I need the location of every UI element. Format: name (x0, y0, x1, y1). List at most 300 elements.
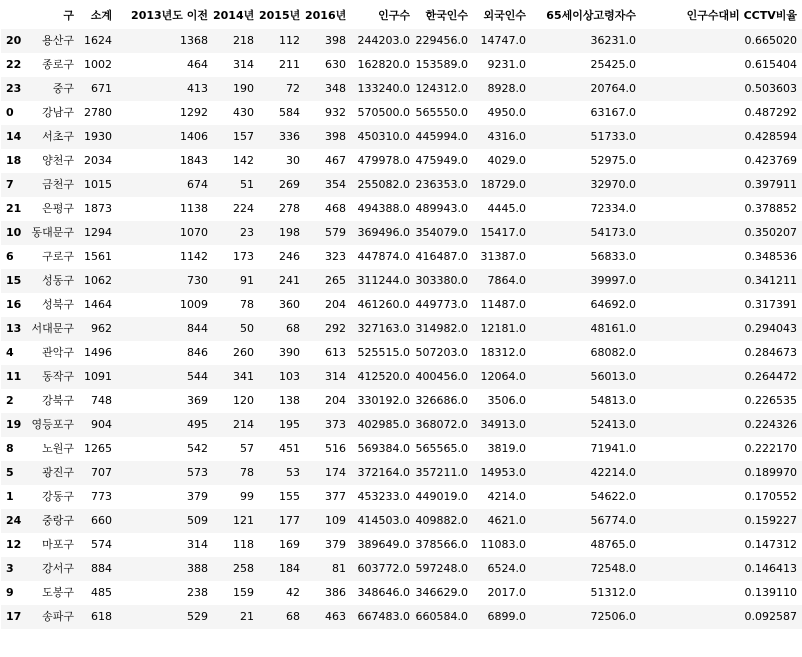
cell-foreign: 4316.0 (487, 130, 526, 143)
cell-district: 관악구 (42, 346, 74, 359)
table-body (1, 29, 802, 629)
cell-korean: 489943.0 (415, 202, 468, 215)
row-index-cell: 3 (6, 562, 14, 575)
cell-korean: 507203.0 (415, 346, 468, 359)
cell-subtotal: 962 (91, 322, 112, 335)
cell-district: 송파구 (42, 610, 74, 623)
cell-population: 133240.0 (357, 82, 410, 95)
cell-y2016: 579 (325, 226, 346, 239)
cell-korean: 236353.0 (415, 178, 468, 191)
cell-elderly: 52975.0 (590, 154, 636, 167)
cell-y2016: 377 (325, 490, 346, 503)
cell-y2014: 190 (233, 82, 254, 95)
column-header-cctv-ratio: 인구수대비 CCTV비율 (686, 9, 797, 22)
cell-y2014: 224 (233, 202, 254, 215)
table-row (1, 509, 802, 533)
cell-foreign: 14953.0 (480, 466, 526, 479)
cell-cctv-ratio: 0.226535 (744, 394, 797, 407)
cell-cctv-ratio: 0.348536 (744, 250, 797, 263)
cell-korean: 153589.0 (415, 58, 468, 71)
cell-cctv-ratio: 0.147312 (744, 538, 797, 551)
cell-y2016: 373 (325, 418, 346, 431)
cell-subtotal: 671 (91, 82, 112, 95)
row-index-cell: 11 (6, 370, 22, 383)
table-row (1, 461, 802, 485)
table-row (1, 533, 802, 557)
cell-foreign: 12064.0 (480, 370, 526, 383)
cell-y2014: 258 (233, 562, 254, 575)
cell-y2016: 613 (325, 346, 346, 359)
table-row (1, 245, 802, 269)
table-row (1, 293, 802, 317)
cell-y2014: 121 (233, 514, 254, 527)
cell-korean: 354079.0 (415, 226, 468, 239)
cell-y2015: 112 (279, 34, 300, 47)
cell-elderly: 72548.0 (590, 562, 636, 575)
cell-y2015: 360 (279, 298, 300, 311)
table-row (1, 341, 802, 365)
cell-subtotal: 904 (91, 418, 112, 431)
cell-elderly: 72334.0 (590, 202, 636, 215)
cell-elderly: 42214.0 (590, 466, 636, 479)
cell-foreign: 4950.0 (487, 106, 526, 119)
cell-before-2013: 1368 (180, 34, 208, 47)
cell-before-2013: 1292 (180, 106, 208, 119)
cell-district: 성북구 (42, 298, 74, 311)
cell-population: 525515.0 (357, 346, 410, 359)
cell-subtotal: 1930 (84, 130, 112, 143)
cell-cctv-ratio: 0.170552 (744, 490, 797, 503)
cell-district: 중랑구 (42, 514, 74, 527)
cell-y2015: 68 (286, 610, 300, 623)
cell-district: 동대문구 (31, 226, 74, 239)
cell-subtotal: 660 (91, 514, 112, 527)
cell-foreign: 6524.0 (487, 562, 526, 575)
cell-y2014: 118 (233, 538, 254, 551)
cell-subtotal: 707 (91, 466, 112, 479)
cell-foreign: 4445.0 (487, 202, 526, 215)
cell-korean: 357211.0 (415, 466, 468, 479)
cell-foreign: 18312.0 (480, 346, 526, 359)
cell-korean: 660584.0 (415, 610, 468, 623)
cell-y2016: 81 (332, 562, 346, 575)
cell-subtotal: 485 (91, 586, 112, 599)
cell-subtotal: 1873 (84, 202, 112, 215)
cell-y2014: 173 (233, 250, 254, 263)
cell-population: 244203.0 (357, 34, 410, 47)
cell-district: 강서구 (42, 562, 74, 575)
cell-elderly: 32970.0 (590, 178, 636, 191)
cell-y2016: 379 (325, 538, 346, 551)
cell-cctv-ratio: 0.294043 (744, 322, 797, 335)
cell-elderly: 54813.0 (590, 394, 636, 407)
cell-subtotal: 1496 (84, 346, 112, 359)
cell-foreign: 31387.0 (480, 250, 526, 263)
cell-y2016: 398 (325, 34, 346, 47)
cell-district: 마포구 (42, 538, 74, 551)
cell-korean: 124312.0 (415, 82, 468, 95)
cell-before-2013: 369 (187, 394, 208, 407)
row-index-cell: 14 (6, 130, 22, 143)
cell-elderly: 51312.0 (590, 586, 636, 599)
row-index-cell: 6 (6, 250, 14, 263)
cell-korean: 416487.0 (415, 250, 468, 263)
cell-before-2013: 529 (187, 610, 208, 623)
header-row (1, 2, 802, 29)
cell-foreign: 3506.0 (487, 394, 526, 407)
cell-cctv-ratio: 0.487292 (744, 106, 797, 119)
column-header-district: 구 (63, 9, 74, 22)
cell-district: 강동구 (42, 490, 74, 503)
cell-district: 종로구 (42, 58, 74, 71)
cell-before-2013: 1406 (180, 130, 208, 143)
cell-elderly: 56833.0 (590, 250, 636, 263)
cell-y2015: 451 (279, 442, 300, 455)
cell-cctv-ratio: 0.350207 (744, 226, 797, 239)
cell-y2014: 78 (240, 298, 254, 311)
cell-foreign: 15417.0 (480, 226, 526, 239)
column-header-2015: 2015년 (259, 9, 301, 22)
cell-subtotal: 1294 (84, 226, 112, 239)
cell-population: 479978.0 (357, 154, 410, 167)
cell-before-2013: 509 (187, 514, 208, 527)
cell-y2014: 214 (233, 418, 254, 431)
cell-population: 402985.0 (357, 418, 410, 431)
cell-district: 서초구 (42, 130, 74, 143)
cell-y2015: 169 (279, 538, 300, 551)
cell-subtotal: 2780 (84, 106, 112, 119)
row-index-cell: 4 (6, 346, 14, 359)
row-index-cell: 8 (6, 442, 14, 455)
cell-y2014: 57 (240, 442, 254, 455)
table-row (1, 317, 802, 341)
cell-korean: 378566.0 (415, 538, 468, 551)
cell-foreign: 2017.0 (487, 586, 526, 599)
cell-district: 광진구 (42, 466, 74, 479)
cell-before-2013: 388 (187, 562, 208, 575)
table-row (1, 125, 802, 149)
cell-elderly: 71941.0 (590, 442, 636, 455)
cell-cctv-ratio: 0.224326 (744, 418, 797, 431)
cell-y2015: 103 (279, 370, 300, 383)
cell-before-2013: 314 (187, 538, 208, 551)
cell-before-2013: 730 (187, 274, 208, 287)
cell-elderly: 36231.0 (590, 34, 636, 47)
row-index-cell: 22 (6, 58, 22, 71)
cell-korean: 229456.0 (415, 34, 468, 47)
cell-y2016: 463 (325, 610, 346, 623)
row-index-cell: 23 (6, 82, 22, 95)
cell-korean: 565565.0 (415, 442, 468, 455)
cell-cctv-ratio: 0.284673 (744, 346, 797, 359)
cell-cctv-ratio: 0.189970 (744, 466, 797, 479)
table-row (1, 221, 802, 245)
cell-subtotal: 1015 (84, 178, 112, 191)
column-header-foreign: 외국인수 (483, 9, 526, 22)
cell-population: 348646.0 (357, 586, 410, 599)
table-row (1, 29, 802, 53)
cell-cctv-ratio: 0.264472 (744, 370, 797, 383)
cell-y2014: 430 (233, 106, 254, 119)
cell-before-2013: 413 (187, 82, 208, 95)
cell-y2016: 932 (325, 106, 346, 119)
cell-korean: 475949.0 (415, 154, 468, 167)
cell-y2016: 386 (325, 586, 346, 599)
row-index-cell: 15 (6, 274, 22, 287)
cell-y2015: 195 (279, 418, 300, 431)
table-row (1, 413, 802, 437)
cell-korean: 314982.0 (415, 322, 468, 335)
row-index-cell: 21 (6, 202, 22, 215)
cell-before-2013: 1009 (180, 298, 208, 311)
cell-before-2013: 495 (187, 418, 208, 431)
dataframe-table (1, 2, 802, 629)
cell-y2015: 30 (286, 154, 300, 167)
row-index-cell: 0 (6, 106, 14, 119)
cell-y2015: 278 (279, 202, 300, 215)
cell-y2016: 398 (325, 130, 346, 143)
cell-district: 중구 (52, 82, 74, 95)
table-row (1, 365, 802, 389)
cell-subtotal: 1062 (84, 274, 112, 287)
cell-elderly: 54622.0 (590, 490, 636, 503)
column-header-2016: 2016년 (305, 9, 347, 22)
cell-district: 강남구 (42, 106, 74, 119)
cell-korean: 368072.0 (415, 418, 468, 431)
cell-y2014: 91 (240, 274, 254, 287)
row-index-cell: 1 (6, 490, 14, 503)
cell-y2016: 109 (325, 514, 346, 527)
cell-elderly: 56774.0 (590, 514, 636, 527)
cell-subtotal: 1265 (84, 442, 112, 455)
cell-cctv-ratio: 0.159227 (744, 514, 797, 527)
table-row (1, 557, 802, 581)
cell-y2016: 323 (325, 250, 346, 263)
cell-y2015: 336 (279, 130, 300, 143)
cell-cctv-ratio: 0.423769 (744, 154, 797, 167)
cell-subtotal: 748 (91, 394, 112, 407)
cell-before-2013: 844 (187, 322, 208, 335)
cell-y2016: 204 (325, 298, 346, 311)
cell-korean: 400456.0 (415, 370, 468, 383)
cell-population: 453233.0 (357, 490, 410, 503)
column-header-korean: 한국인수 (425, 9, 468, 22)
table-row (1, 605, 802, 629)
cell-subtotal: 1091 (84, 370, 112, 383)
cell-y2015: 269 (279, 178, 300, 191)
cell-cctv-ratio: 0.378852 (744, 202, 797, 215)
table-row (1, 485, 802, 509)
cell-subtotal: 2034 (84, 154, 112, 167)
cell-subtotal: 574 (91, 538, 112, 551)
cell-district: 금천구 (42, 178, 74, 191)
cell-before-2013: 846 (187, 346, 208, 359)
cell-y2014: 50 (240, 322, 254, 335)
cell-district: 양천구 (42, 154, 74, 167)
cell-subtotal: 884 (91, 562, 112, 575)
cell-elderly: 20764.0 (590, 82, 636, 95)
cell-district: 강북구 (42, 394, 74, 407)
cell-district: 동작구 (42, 370, 74, 383)
cell-korean: 449773.0 (415, 298, 468, 311)
table-row (1, 389, 802, 413)
cell-korean: 326686.0 (415, 394, 468, 407)
cell-subtotal: 1464 (84, 298, 112, 311)
cell-korean: 449019.0 (415, 490, 468, 503)
table-row (1, 581, 802, 605)
cell-y2016: 314 (325, 370, 346, 383)
table-row (1, 173, 802, 197)
row-index-cell: 9 (6, 586, 14, 599)
cell-cctv-ratio: 0.397911 (744, 178, 797, 191)
cell-foreign: 9231.0 (487, 58, 526, 71)
cell-cctv-ratio: 0.503603 (744, 82, 797, 95)
cell-subtotal: 1561 (84, 250, 112, 263)
cell-y2015: 155 (279, 490, 300, 503)
cell-cctv-ratio: 0.146413 (744, 562, 797, 575)
cell-before-2013: 1142 (180, 250, 208, 263)
cell-y2016: 348 (325, 82, 346, 95)
row-index-cell: 7 (6, 178, 14, 191)
cell-before-2013: 379 (187, 490, 208, 503)
index-header (1, 2, 29, 29)
table-row (1, 437, 802, 461)
cell-district: 노원구 (42, 442, 74, 455)
cell-foreign: 11083.0 (480, 538, 526, 551)
cell-elderly: 51733.0 (590, 130, 636, 143)
cell-before-2013: 238 (187, 586, 208, 599)
cell-y2014: 21 (240, 610, 254, 623)
cell-elderly: 68082.0 (590, 346, 636, 359)
cell-foreign: 14747.0 (480, 34, 526, 47)
cell-y2015: 390 (279, 346, 300, 359)
cell-y2014: 142 (233, 154, 254, 167)
cell-population: 447874.0 (357, 250, 410, 263)
cell-population: 412520.0 (357, 370, 410, 383)
cell-y2014: 260 (233, 346, 254, 359)
table-row (1, 269, 802, 293)
column-header-population: 인구수 (378, 9, 410, 22)
cell-district: 영등포구 (31, 418, 74, 431)
cell-population: 570500.0 (357, 106, 410, 119)
column-header-2014: 2014년 (213, 9, 255, 22)
cell-foreign: 4029.0 (487, 154, 526, 167)
cell-elderly: 48765.0 (590, 538, 636, 551)
cell-elderly: 63167.0 (590, 106, 636, 119)
cell-before-2013: 573 (187, 466, 208, 479)
cell-y2015: 138 (279, 394, 300, 407)
cell-y2015: 53 (286, 466, 300, 479)
cell-elderly: 54173.0 (590, 226, 636, 239)
cell-y2014: 157 (233, 130, 254, 143)
table-row (1, 77, 802, 101)
cell-y2015: 584 (279, 106, 300, 119)
cell-y2016: 467 (325, 154, 346, 167)
cell-y2016: 174 (325, 466, 346, 479)
cell-foreign: 4214.0 (487, 490, 526, 503)
cell-population: 603772.0 (357, 562, 410, 575)
cell-y2015: 42 (286, 586, 300, 599)
cell-cctv-ratio: 0.092587 (744, 610, 797, 623)
cell-y2014: 78 (240, 466, 254, 479)
column-header-elderly: 65세이상고령자수 (546, 9, 636, 22)
cell-y2016: 265 (325, 274, 346, 287)
cell-population: 461260.0 (357, 298, 410, 311)
cell-cctv-ratio: 0.428594 (744, 130, 797, 143)
cell-elderly: 56013.0 (590, 370, 636, 383)
cell-y2016: 354 (325, 178, 346, 191)
cell-y2015: 177 (279, 514, 300, 527)
table-row (1, 197, 802, 221)
cell-foreign: 12181.0 (480, 322, 526, 335)
cell-foreign: 4621.0 (487, 514, 526, 527)
cell-before-2013: 674 (187, 178, 208, 191)
cell-population: 330192.0 (357, 394, 410, 407)
cell-foreign: 34913.0 (480, 418, 526, 431)
cell-y2016: 292 (325, 322, 346, 335)
cell-before-2013: 464 (187, 58, 208, 71)
cell-y2015: 246 (279, 250, 300, 263)
cell-elderly: 48161.0 (590, 322, 636, 335)
cell-district: 구로구 (42, 250, 74, 263)
cell-foreign: 11487.0 (480, 298, 526, 311)
cell-foreign: 3819.0 (487, 442, 526, 455)
row-index-cell: 16 (6, 298, 22, 311)
cell-district: 서대문구 (31, 322, 74, 335)
cell-y2016: 630 (325, 58, 346, 71)
cell-subtotal: 1624 (84, 34, 112, 47)
cell-before-2013: 1138 (180, 202, 208, 215)
cell-population: 389649.0 (357, 538, 410, 551)
cell-korean: 597248.0 (415, 562, 468, 575)
cell-population: 569384.0 (357, 442, 410, 455)
row-index-cell: 18 (6, 154, 22, 167)
cell-district: 성동구 (42, 274, 74, 287)
cell-subtotal: 773 (91, 490, 112, 503)
cell-y2015: 184 (279, 562, 300, 575)
table-row (1, 149, 802, 173)
row-index-cell: 17 (6, 610, 22, 623)
cell-cctv-ratio: 0.615404 (744, 58, 797, 71)
cell-y2014: 341 (233, 370, 254, 383)
cell-population: 327163.0 (357, 322, 410, 335)
cell-foreign: 18729.0 (480, 178, 526, 191)
cell-y2014: 120 (233, 394, 254, 407)
cell-population: 311244.0 (357, 274, 410, 287)
cell-subtotal: 618 (91, 610, 112, 623)
cell-before-2013: 542 (187, 442, 208, 455)
cell-before-2013: 1843 (180, 154, 208, 167)
row-index-cell: 10 (6, 226, 22, 239)
row-index-cell: 12 (6, 538, 22, 551)
cell-district: 은평구 (42, 202, 74, 215)
cell-y2015: 68 (286, 322, 300, 335)
table-row (1, 53, 802, 77)
cell-y2014: 99 (240, 490, 254, 503)
row-index-cell: 20 (6, 34, 22, 47)
cell-y2016: 204 (325, 394, 346, 407)
cell-population: 372164.0 (357, 466, 410, 479)
cell-elderly: 52413.0 (590, 418, 636, 431)
row-index-cell: 19 (6, 418, 22, 431)
row-index-cell: 2 (6, 394, 14, 407)
table-row (1, 101, 802, 125)
cell-before-2013: 1070 (180, 226, 208, 239)
cell-y2014: 314 (233, 58, 254, 71)
cell-foreign: 6899.0 (487, 610, 526, 623)
cell-subtotal: 1002 (84, 58, 112, 71)
cell-population: 667483.0 (357, 610, 410, 623)
